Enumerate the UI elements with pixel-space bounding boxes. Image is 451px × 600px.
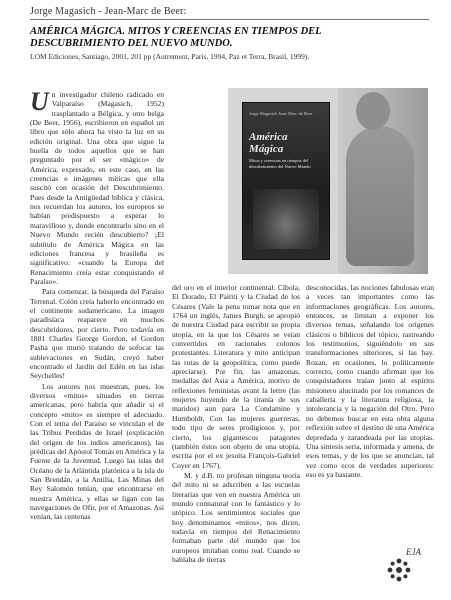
statue-head	[356, 92, 390, 130]
running-head: Jorge Magasich - Jean-Marc de Beer:	[30, 6, 187, 17]
drop-cap: U	[30, 87, 49, 116]
book-cover	[242, 102, 330, 260]
text-column-1	[30, 87, 164, 522]
paragraph: Los autores nos muestran, pues, los diversos «mitos» situados en tierras americanas, pero habría que añadir si el concepto «mito» es siempre el adecuado. Con el tema del Paraíso se vinculan el de las Tribus Perdidas de Israel (explicación del origen de los indios americanos), las prédicas del Apóstol Tomás en América y la Fuente de la Juventud. Luego las islas del Océano de la Atlántida platónica a la isla de San Brendán, a la Antilia, Las Minas del Rey Salomón tenían, que encontrarse en nuestra América, y ellas se ligan con las navegaciones de Ofir, por el Amazonas. Así venían, las centenas	[30, 381, 164, 522]
title-line-1: AMÉRICA MÁGICA. MITOS Y CREENCIAS EN TIEMPOS DEL	[30, 26, 322, 37]
book-cover-photo	[228, 88, 428, 274]
text-column-3	[306, 283, 434, 479]
paragraph: M. y d.B. no profesan ninguna teoría del mito ni se adscriben a las escuelas literarias que ven en nuestra América un mundo connatural con lo fantástico y lo utópico. Los sentimientos sociales que hoy denominamos «mitos», nos dicen, todavía en tiempos del Renacimiento formaban parte del mundo que los europeos imitaban como real. Cuando se hablaba de tierras	[172, 470, 300, 564]
publication-citation: LOM Ediciones, Santiago, 2001, 201 pp (Autrement, Paris, 1994, Paz et Terra, Brasil, 1999).	[30, 52, 310, 61]
text-column-2	[172, 283, 300, 564]
book-subtitle: Mitos y creencias en tiempos del descubrimiento del Nuevo Mundo	[249, 158, 311, 169]
book-cover-illustration	[253, 189, 319, 249]
paragraph: desconocidas, las nociones fabulosas eran a veces tan importantes como las informaciones geográficas. Los autores, entonces, se limitan a exponer los diversos temas, señalando los orígenes clásicos o bíblicos del tópico, rastreando los testimonios, siguiéndolo en sus transformaciones ulteriores, si las hay. Rozan, en ocasiones, lo políticamente correcto, como cuando afirman que los conquistadores traían junto al espíritu misionero alucinado por los romances de caballería y la literatura religiosa, la intolerancia y la negación del Otro. Pero no debemos buscar en esta obra alguna reflexión sobre el destino de una América depredada y zarandeada por las utopías. Una síntesis seria, informada y amena, de esos temas, y de los que se anuncian, tal vez como ecos de verdades superiores: eso es ya bastante.	[306, 283, 434, 479]
header-rule	[30, 19, 429, 20]
title-line-2: DESCUBRIMIENTO DEL NUEVO MUNDO.	[30, 38, 233, 49]
ornament-icon	[386, 557, 412, 583]
reviewer-signature: EJA	[406, 547, 421, 557]
book-title: América Mágica	[249, 131, 288, 155]
paragraph: del oro en el interior continental. Cíbola, El Dorado, El Paititi y la Ciudad de los Césares (Vale la pena tomar nota que en 1764 un inglés, James Burgh, se apropió de nuestra Ciudad para escribir su propia utopía, en la que los Césares se veían convertidos en racionales colonos protestantes. Literatura y mito anticipan las rutas de la geopolítica, como puede apreciarse). Por fin, las amazonas, medallas del Asia a América, motivo de reflexiones feministas avant la lettre (las mujeres huyendo de la tiranía de sus maridos) aun para La Condamine y Humboldt. Con las mujeres guerreras, todo tipo de seres prodigiosos y, por cierto, los gigantescos patagones (también éstos son objeto de una utopía, escrita por el ex jesuita François-Gabriel Coyer en 1767).	[172, 283, 300, 470]
review-title	[30, 26, 430, 50]
book-authors: Jorge Magasich Jean-Marc de Beer	[249, 111, 313, 116]
paragraph	[30, 87, 164, 286]
paragraph-text: n investigador chileno radicado en Valparaíso (Magasich, 1952) trasplantado a Bélgica, y otro belga (De Beer, 1956), escribieron en español un libro que sólo ahora ha visto la luz en su edición original. Una obra que sigue la huella de todos aquellos que se han preguntado por el ser «mágico» de América, expresado, en este caso, en las creencias e imágenes míticas que ella suscitó con ocasión del Descubrimiento. Pues desde la Antigüedad bíblica y clásica, nos recuerdan los autores, los europeos se habían predispuesto a esperar lo maravilloso y, donde encontrarlo sino en el Nuevo Mundo recién descubierto? ¡El subtítulo de América Mágica en las ediciones francesa y brasileña es significativo: «cuando la Europa del Renacimiento creía estar conquistando el Paraíso».	[30, 90, 164, 286]
paragraph: Para comenzar, la búsqueda del Paraíso Terrenal. Colón creía haberlo encontrado en el continente sudamericano. La imagen paradisíaca reaparece en muchos descubridores, por cierto. Pero todavía en 1881 Charles George Gordon, el Gordon Pasha que murió tratando de sofocar las sublevaciones en Sudán, creyó haber encontrado el Jardín del Edén en las islas Seychelles!	[30, 287, 164, 381]
statue-figure	[346, 126, 414, 266]
book-cover-text	[249, 131, 323, 170]
